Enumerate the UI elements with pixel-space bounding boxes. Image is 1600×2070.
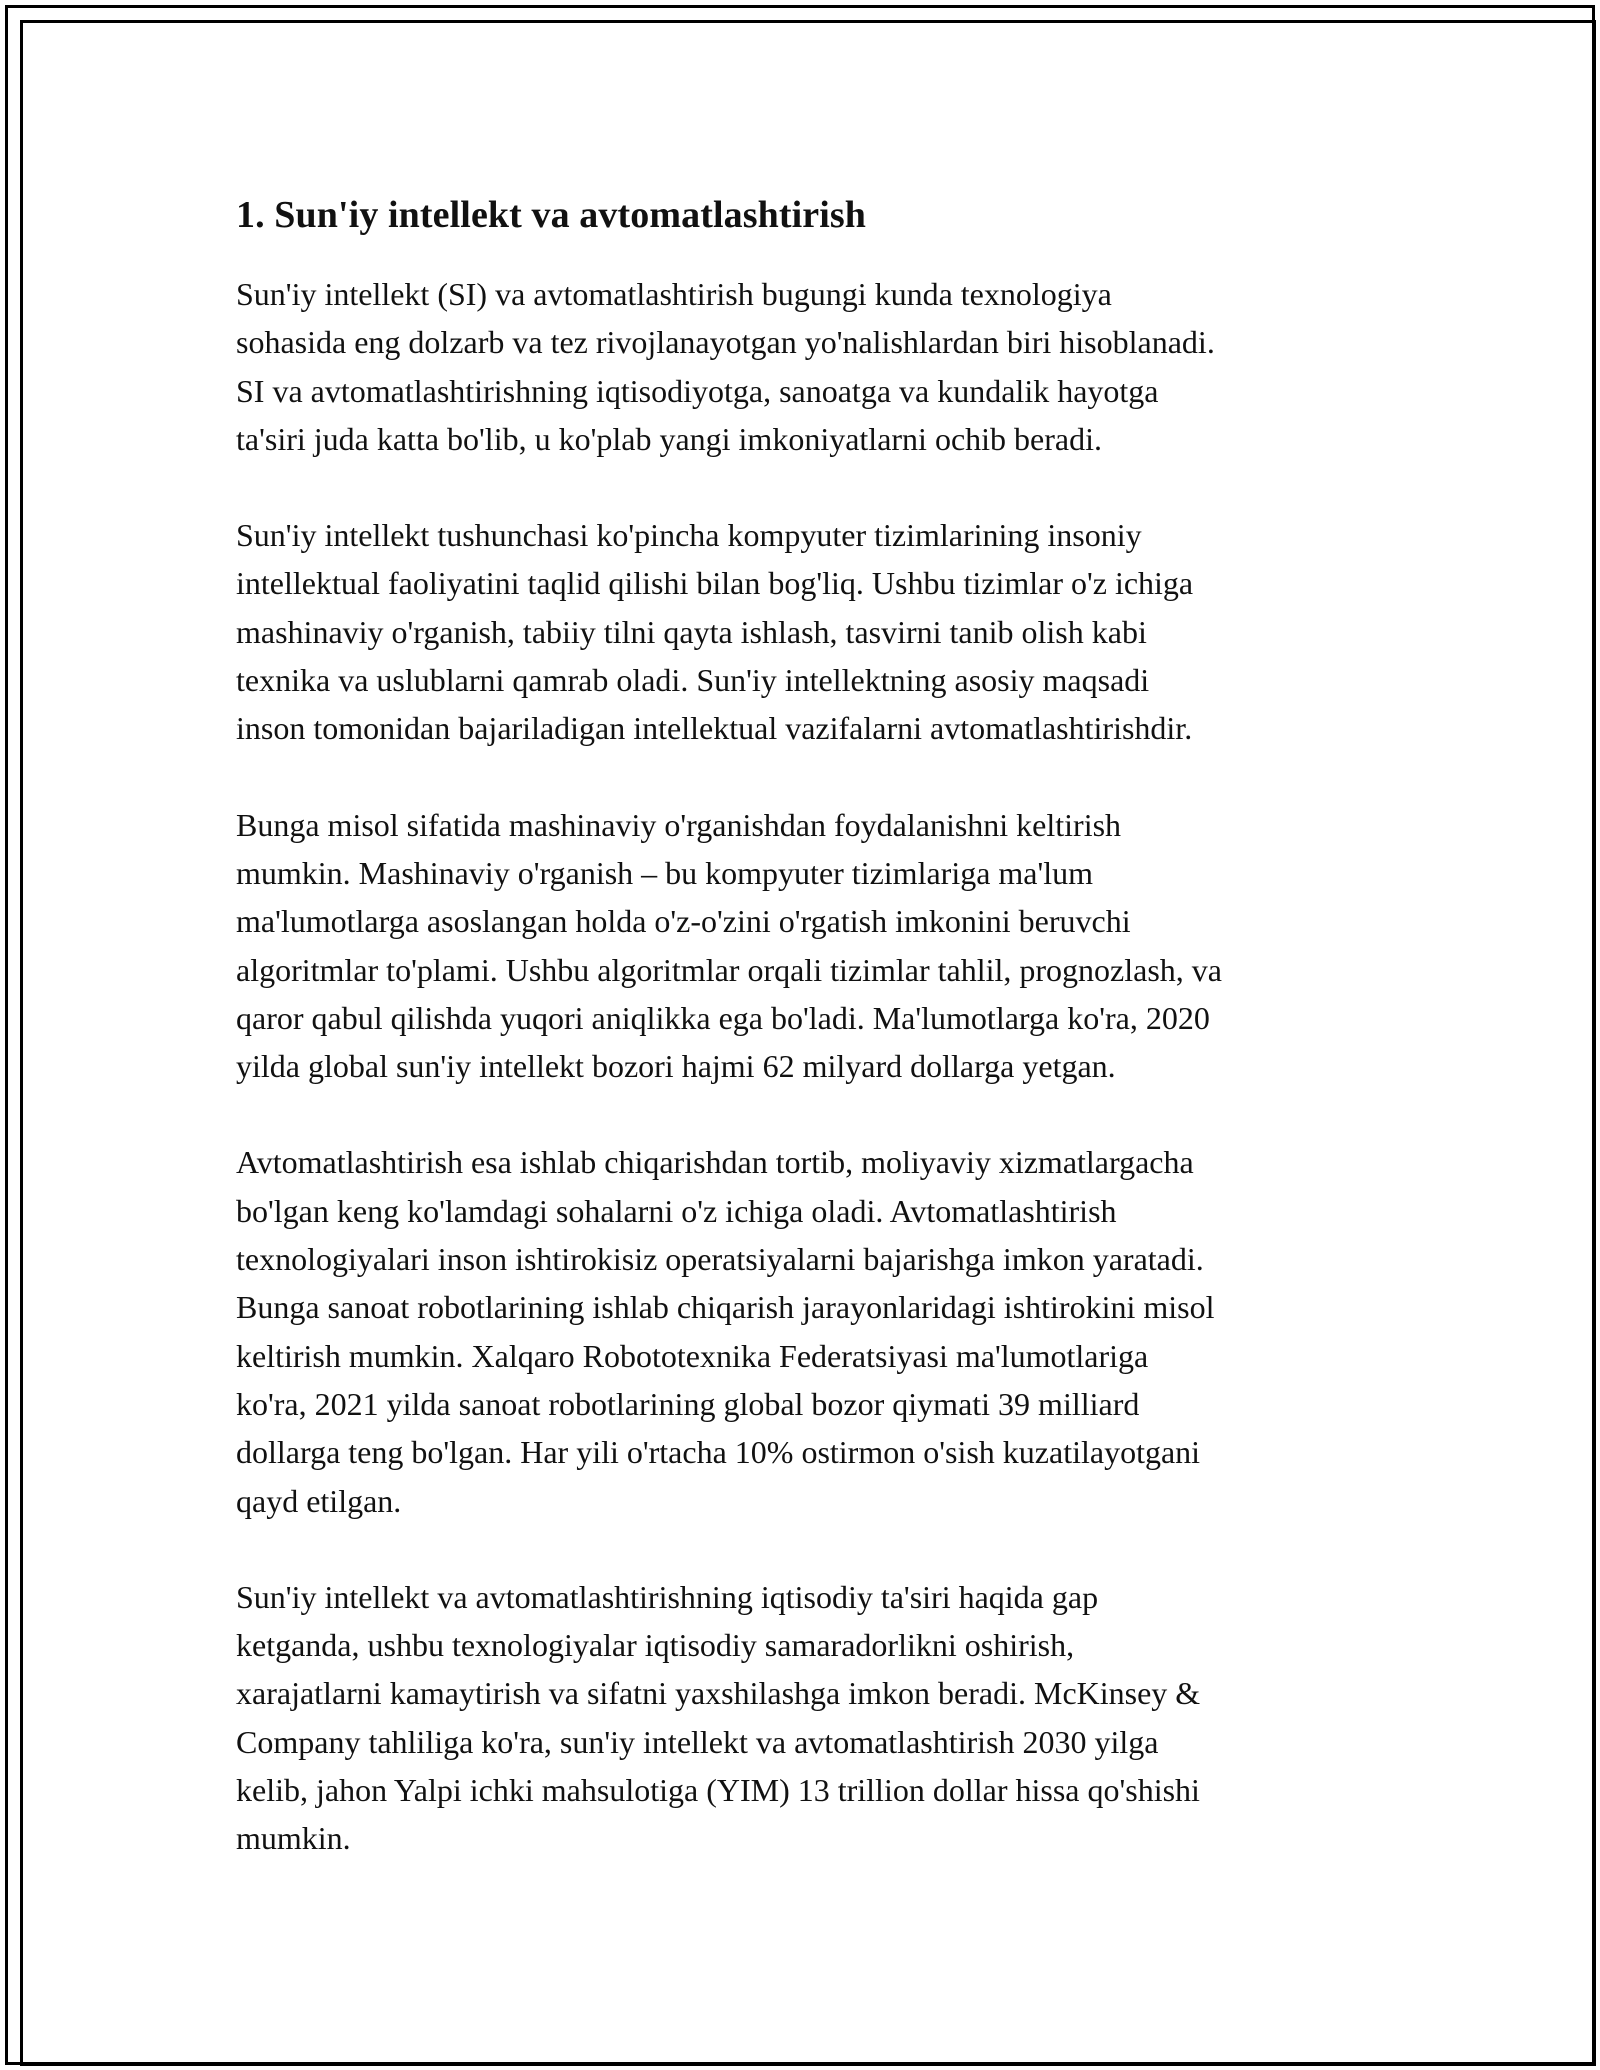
paragraph-line: ketganda, ushbu texnologiyalar iqtisodiy samaradorlikni oshirish, bbox=[236, 1627, 1075, 1664]
paragraph-line: Sun'iy intellekt (SI) va avtomatlashtirish bugungi kunda texnologiya bbox=[236, 276, 1112, 312]
paragraph-line: mashinaviy o'rganish, tabiiy tilni qayta ishlash, tasvirni tanib olish kabi bbox=[236, 613, 1147, 650]
paragraph-line: yilda global sun'iy intellekt bozori hajmi 62 milyard dollarga yetgan. bbox=[236, 1048, 1116, 1085]
paragraph-line: intellektual faoliyatini taqlid qilishi bilan bog'liq. Ushbu tizimlar o'z ichiga bbox=[236, 565, 1194, 602]
paragraph-line: mumkin. Mashinaviy o'rganish – bu kompyuter tizimlariga ma'lum bbox=[236, 854, 1094, 891]
paragraph-line: texnika va uslublarni qamrab oladi. Sun'iy intellektning asosiy maqsadi bbox=[236, 662, 1150, 699]
paragraph-line: mumkin. bbox=[236, 1820, 351, 1857]
paragraph-line: kelib, jahon Yalpi ichki mahsulotiga (YIM) 13 trillion dollar hissa qo'shishi bbox=[236, 1772, 1200, 1809]
paragraph-line: Bunga misol sifatida mashinaviy o'rganishdan foydalanishni keltirish bbox=[236, 806, 1122, 843]
paragraph-line: Bunga sanoat robotlarining ishlab chiqarish jarayonlaridagi ishtirokini misol bbox=[236, 1289, 1215, 1326]
paragraph-line: SI va avtomatlashtirishning iqtisodiyotga, sanoatga va kundalik hayotga bbox=[236, 372, 1159, 409]
paragraph-line: bo'lgan keng ko'lamdagi sohalarni o'z ichiga oladi. Avtomatlashtirish bbox=[236, 1192, 1117, 1229]
paragraph bbox=[236, 511, 1386, 752]
paragraph bbox=[236, 270, 1386, 463]
paragraph-line: qaror qabul qilishda yuqori aniqlikka ega bo'ladi. Ma'lumotlarga ko'ra, 2020 bbox=[236, 999, 1210, 1036]
paragraph-line: ma'lumotlarga asoslangan holda o'z-o'zini o'rgatish imkonini beruvchi bbox=[236, 903, 1131, 940]
paragraph-line: keltirish mumkin. Xalqaro Robototexnika Federatsiyasi ma'lumotlariga bbox=[236, 1337, 1149, 1374]
paragraph bbox=[236, 801, 1386, 1091]
paragraph-line: qayd etilgan. bbox=[236, 1482, 402, 1519]
paragraph-line: algoritmlar to'plami. Ushbu algoritmlar orqali tizimlar tahlil, prognozlash, va bbox=[236, 951, 1222, 988]
section-heading: 1. Sun'iy intellekt va avtomatlashtirish bbox=[236, 194, 866, 236]
paragraph-line: texnologiyalari inson ishtirokisiz operatsiyalarni bajarishga imkon yaratadi. bbox=[236, 1241, 1204, 1278]
paragraph-line: ko'ra, 2021 yilda sanoat robotlarining global bozor qiymati 39 milliard bbox=[236, 1385, 1140, 1422]
paragraph bbox=[236, 1573, 1386, 1863]
paragraph bbox=[236, 1138, 1386, 1524]
paragraph-line: dollarga teng bo'lgan. Har yili o'rtacha 10% ostirmon o'sish kuzatilayotgani bbox=[236, 1434, 1201, 1471]
document-content bbox=[236, 186, 1386, 1911]
paragraph-line: xarajatlarni kamaytirish va sifatni yaxshilashga imkon beradi. McKinsey & bbox=[236, 1675, 1201, 1712]
paragraph-list bbox=[236, 270, 1386, 1863]
paragraph-line: Sun'iy intellekt tushunchasi ko'pincha kompyuter tizimlarining insoniy bbox=[236, 517, 1142, 554]
paragraph-line: ta'siri juda katta bo'lib, u ko'plab yangi imkoniyatlarni ochib beradi. bbox=[236, 420, 1102, 457]
paragraph-line: inson tomonidan bajariladigan intellektual vazifalarni avtomatlashtirishdir. bbox=[236, 710, 1193, 747]
paragraph-line: sohasida eng dolzarb va tez rivojlanayotgan yo'nalishlardan biri hisoblanadi. bbox=[236, 324, 1215, 361]
paragraph-line: Company tahliliga ko'ra, sun'iy intellekt va avtomatlashtirish 2030 yilga bbox=[236, 1723, 1159, 1760]
paragraph-line: Avtomatlashtirish esa ishlab chiqarishdan tortib, moliyaviy xizmatlargacha bbox=[236, 1144, 1194, 1181]
paragraph-line: Sun'iy intellekt va avtomatlashtirishning iqtisodiy ta'siri haqida gap bbox=[236, 1578, 1099, 1615]
